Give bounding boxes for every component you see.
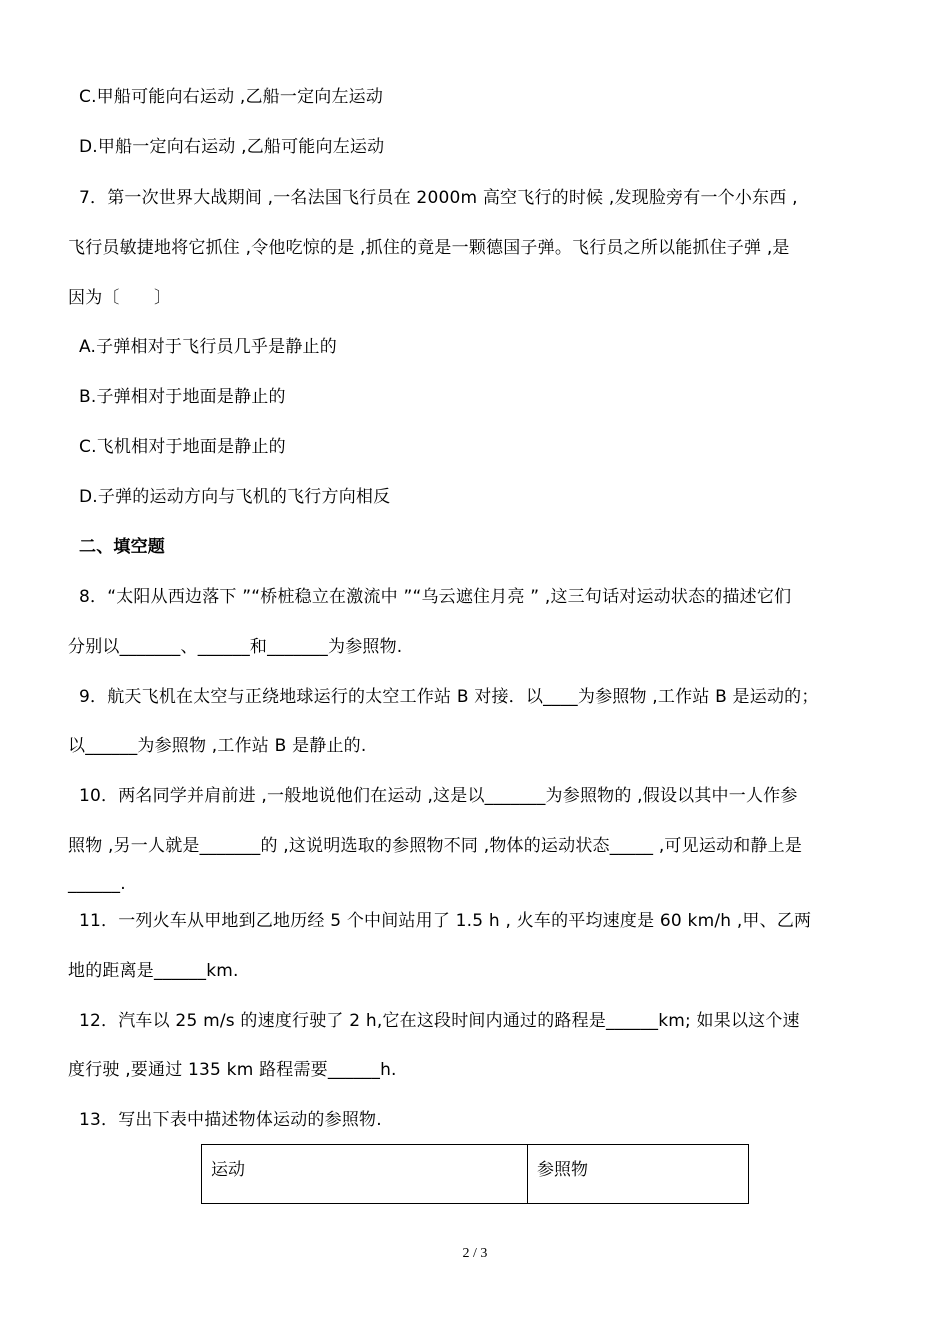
q7-option-a: A.子弹相对于飞行员几乎是静止的	[79, 337, 337, 357]
q7-text-line-2: 飞行员敏捷地将它抓住 ,令他吃惊的是 ,抓住的竟是一颗德国子弹。飞行员之所以能抓住子弹 ,是	[68, 238, 790, 258]
q6-option-d: D.甲船一定向右运动 ,乙船可能向左运动	[79, 137, 385, 157]
q7-option-d: D.子弹的运动方向与飞机的飞行方向相反	[79, 487, 391, 507]
q11-text-line-1: 11．一列火车从甲地到乙地历经 5 个中间站用了 1.5 h , 火车的平均速度是 60 km/h ,甲、乙两	[79, 911, 812, 931]
q12-text-line-2: 度行驶 ,要通过 135 km 路程需要______h.	[68, 1060, 397, 1080]
q7-text-line-3: 因为〔 〕	[68, 288, 172, 308]
q12-text-line-1: 12．汽车以 25 m/s 的速度行驶了 2 h,它在这段时间内通过的路程是______km; 如果以这个速	[79, 1011, 800, 1031]
q10-text-line-3: ______.	[68, 874, 126, 894]
q6-option-c: C.甲船可能向右运动 ,乙船一定向左运动	[79, 87, 384, 107]
q10-text-line-2: 照物 ,另一人就是_______的 ,这说明选取的参照物不同 ,物体的运动状态_____ ,可见运动和静上是	[68, 836, 803, 856]
q9-text-line-1: 9．航天飞机在太空与正绕地球运行的太空工作站 B 对接．以____为参照物 ,工作站 B 是运动的；	[79, 687, 819, 707]
table-header-motion: 运动	[202, 1145, 528, 1203]
q8-text-line-2: 分别以_______、______和_______为参照物.	[68, 637, 403, 657]
q7-option-c: C.飞机相对于地面是静止的	[79, 437, 286, 457]
q7-text-line-1: 7．第一次世界大战期间 ,一名法国飞行员在 2000m 高空飞行的时候 ,发现脸旁有一个小东西 ,	[79, 188, 798, 208]
table-header-reference: 参照物	[537, 1160, 588, 1180]
q7-option-b: B.子弹相对于地面是静止的	[79, 387, 286, 407]
section-heading-fill-blank: 二、填空题	[79, 537, 165, 557]
q9-text-line-2: 以______为参照物 ,工作站 B 是静止的.	[68, 736, 367, 756]
q11-text-line-2: 地的距离是______km.	[68, 961, 239, 981]
q13-text: 13．写出下表中描述物体运动的参照物.	[79, 1110, 382, 1130]
reference-table	[201, 1144, 749, 1204]
q8-text-line-1: 8．“太阳从西边落下 ”“桥桩稳立在激流中 ”“乌云遮住月亮 ” ,这三句话对运动状态的描述它们	[79, 587, 792, 607]
page-number: 2 / 3	[462, 1246, 488, 1261]
q10-text-line-1: 10．两名同学并肩前进 ,一般地说他们在运动 ,这是以_______为参照物的 ,假设以其中一人作参	[79, 786, 798, 806]
